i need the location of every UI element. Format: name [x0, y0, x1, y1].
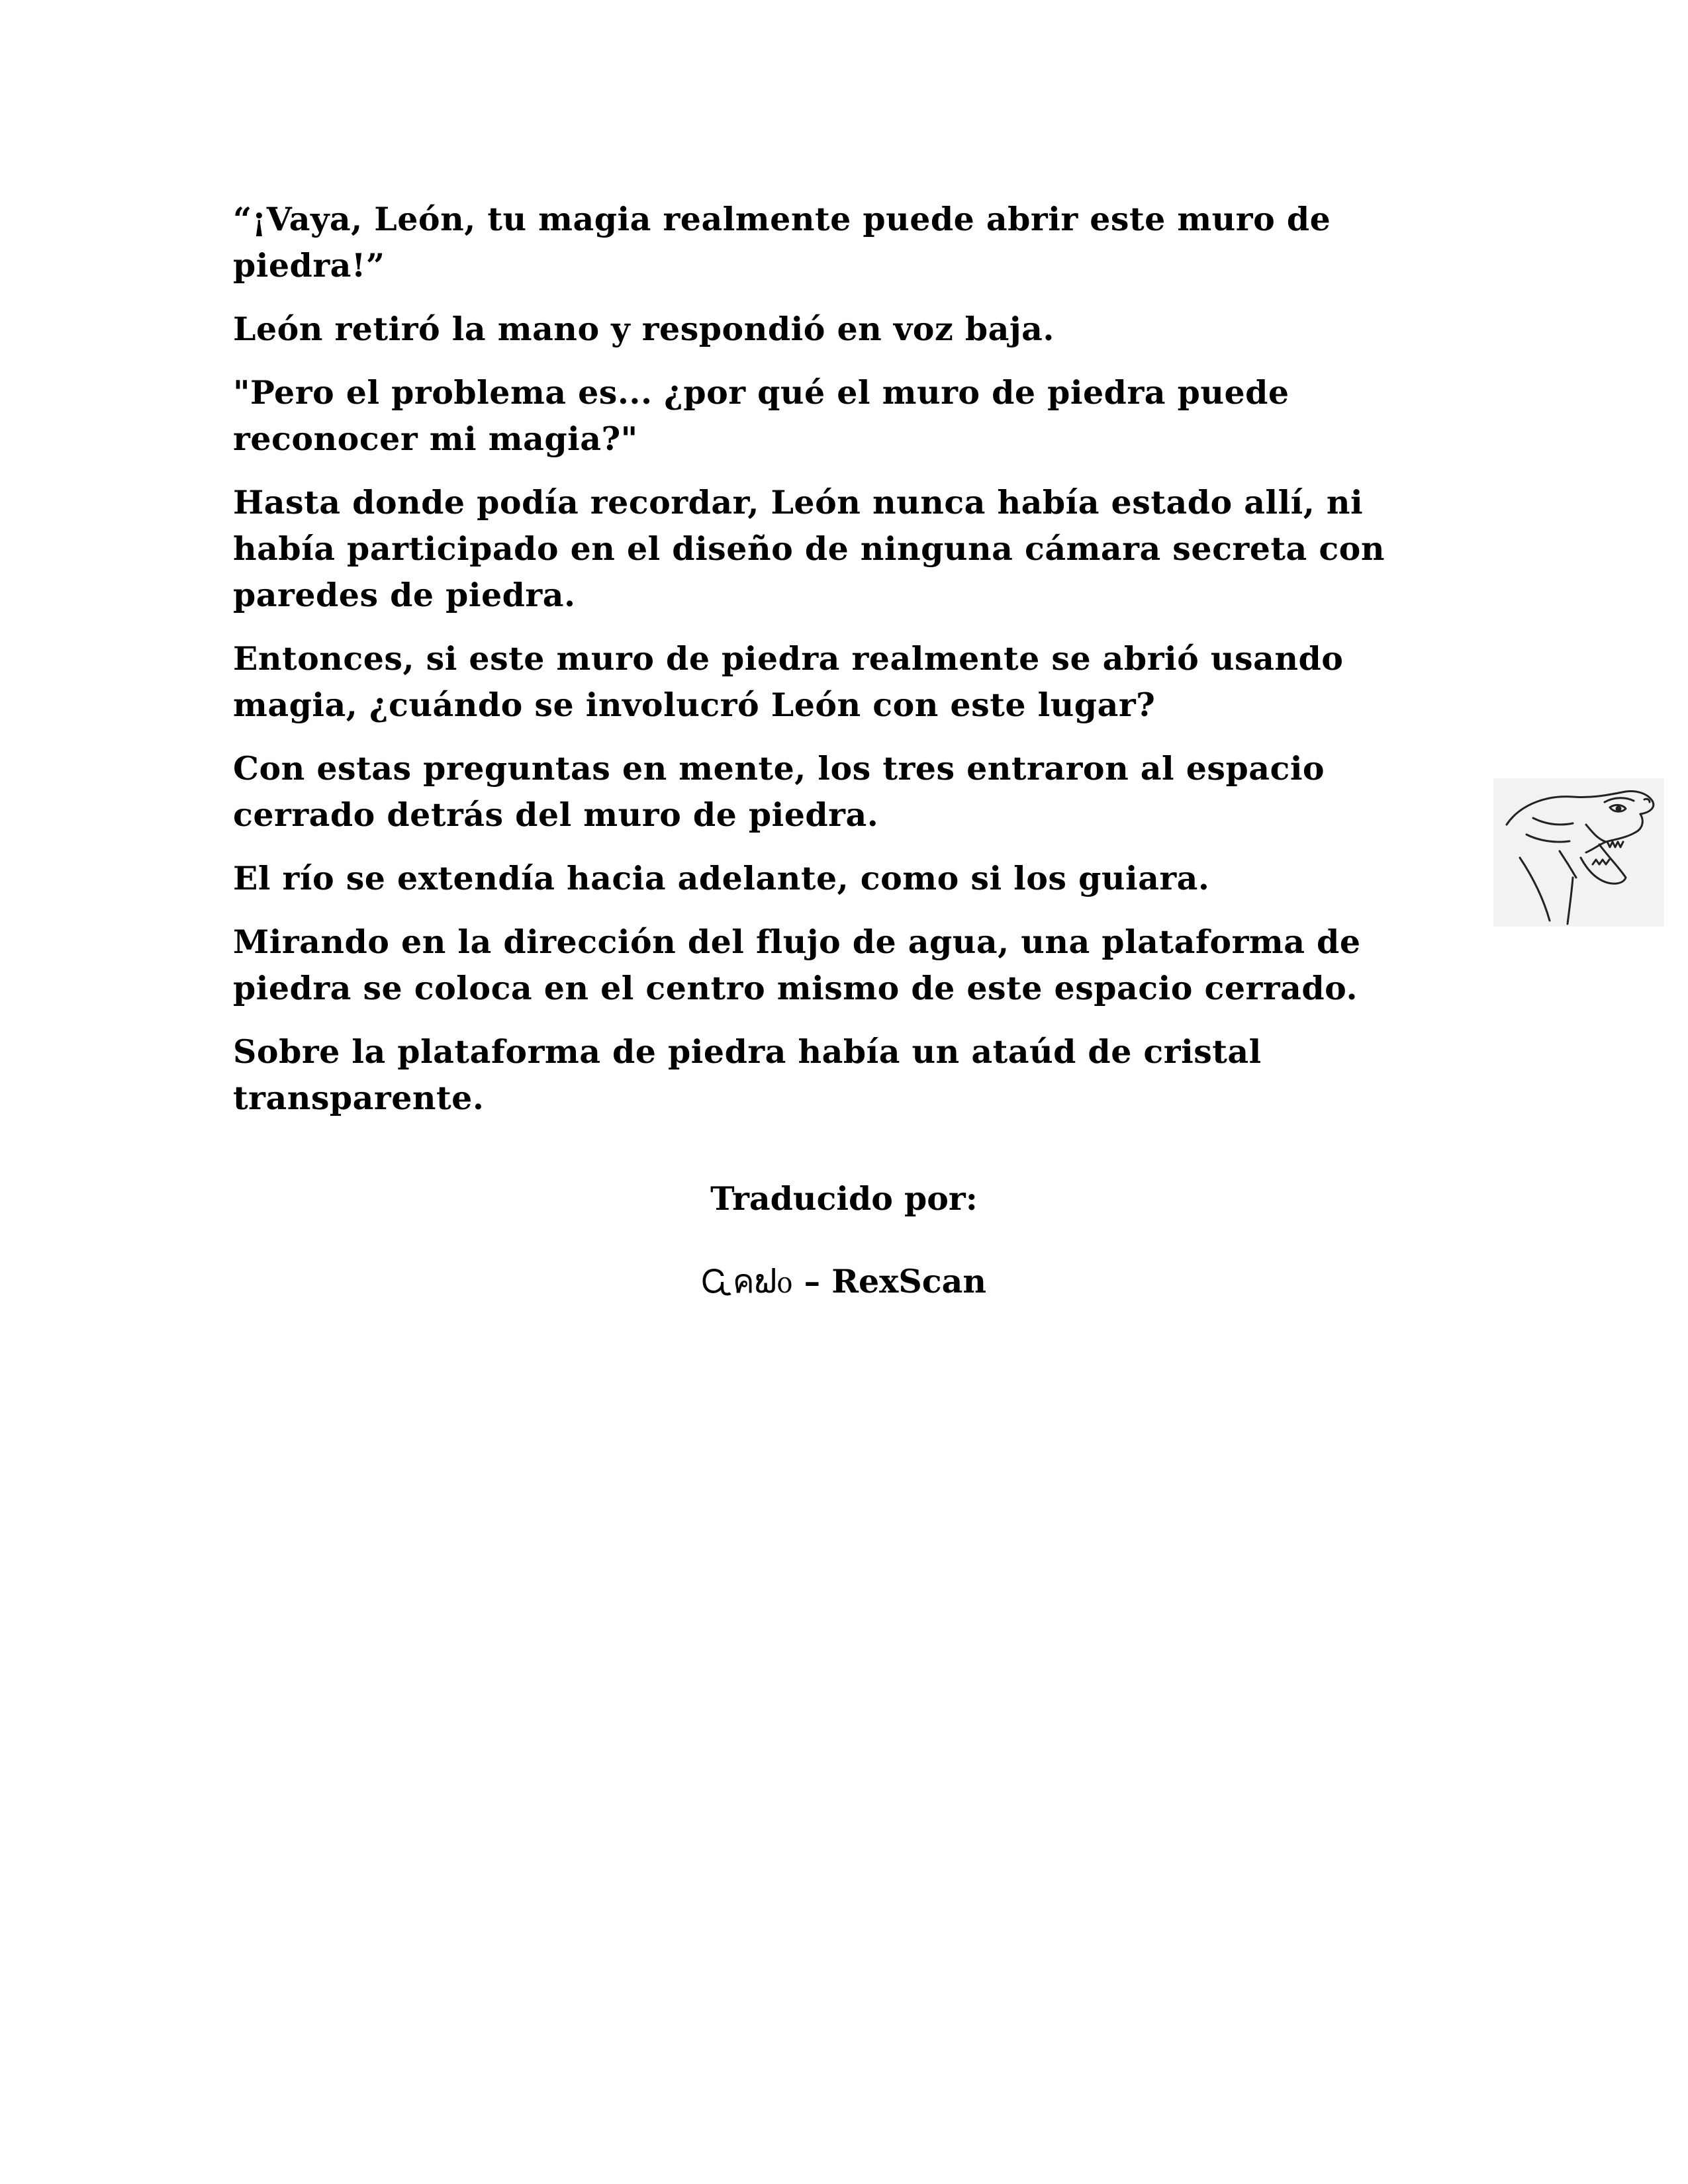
paragraph-8: Mirando en la dirección del flujo de agua, una plataforma de piedra se coloca en el centro mismo de este espacio cerrado.	[233, 923, 1361, 1007]
group-name: RexScan	[831, 1262, 986, 1300]
paragraph-7: El río se extendía hacia adelante, como si los guiara.	[233, 859, 1210, 897]
credits-label: Traducido por:	[710, 1179, 978, 1218]
paragraph-1: “¡Vaya, León, tu magia realmente puede abrir este muro de piedra!”	[233, 200, 1331, 285]
credits-separator: –	[792, 1262, 832, 1300]
document-body	[233, 196, 1451, 1138]
credits-line	[0, 1255, 1688, 1307]
paragraph-5: Entonces, si este muro de piedra realmente se abrió usando magia, ¿cuándo se involucró León con este lugar?	[233, 639, 1344, 724]
paragraph-4: Hasta donde podía recordar, León nunca había estado allí, ni había participado en el diseño de ninguna cámara secreta con paredes de piedra.	[233, 483, 1385, 614]
translator-name: Ꮹคຟᦞ	[702, 1263, 793, 1300]
paragraph-6: Con estas preguntas en mente, los tres entraron al espacio cerrado detrás del muro de piedra.	[233, 749, 1325, 834]
paragraph-3: "Pero el problema es... ¿por qué el muro de piedra puede reconocer mi magia?"	[233, 373, 1289, 458]
paragraph-9: Sobre la plataforma de piedra había un ataúd de cristal transparente.	[233, 1032, 1262, 1117]
dinosaur-head-sketch-icon	[1493, 778, 1664, 927]
paragraph-2: León retiró la mano y respondió en voz baja.	[233, 310, 1055, 348]
